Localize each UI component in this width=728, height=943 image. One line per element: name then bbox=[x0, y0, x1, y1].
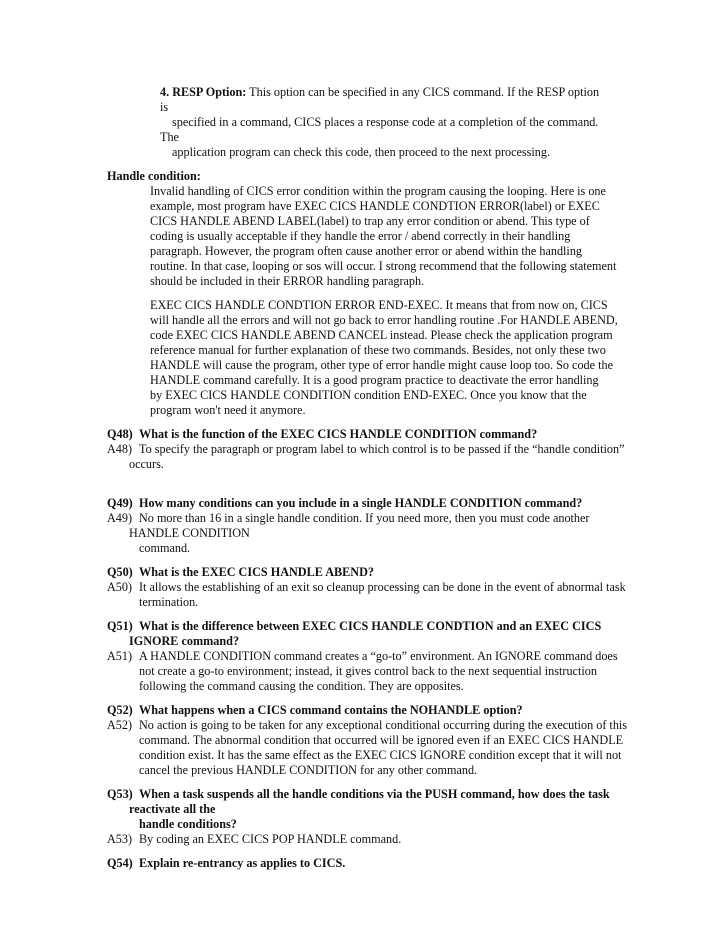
para2-line: reference manual for further explanation of these two commands. Besides, not only these two bbox=[150, 343, 606, 357]
resp-option-line-3: specified in a command, CICS places a response code at a completion of the command. bbox=[172, 115, 599, 129]
answer-51-label: A51) bbox=[107, 649, 133, 663]
para2-line: HANDLE will cause the program, other type of error handle might cause loop too. So code the bbox=[150, 358, 613, 372]
answer-52-label: A52) bbox=[107, 718, 133, 732]
para2-line: code EXEC CICS HANDLE ABEND CANCEL instead. Please check the application program bbox=[150, 328, 613, 342]
para1-line: coding is usually acceptable if they handle the error / abend correctly in their handling bbox=[150, 229, 571, 243]
question-50-text: What is the EXEC CICS HANDLE ABEND? bbox=[139, 565, 374, 579]
resp-option-line-1 bbox=[160, 85, 599, 100]
question-51-line-1: What is the difference between EXEC CICS HANDLE CONDTION and an EXEC CICS bbox=[139, 619, 602, 633]
answer-48-label: A48) bbox=[107, 442, 133, 456]
answer-50-line-2: termination. bbox=[139, 595, 199, 609]
para1-line: example, most program have EXEC CICS HANDLE CONDTION ERROR(label) or EXEC bbox=[150, 199, 600, 213]
answer-52-line-4: cancel the previous HANDLE CONDITION for any other command. bbox=[139, 763, 478, 777]
question-54-label: Q54) bbox=[107, 856, 133, 870]
answer-49-line-1: No more than 16 in a single handle condition. If you need more, then you must code another bbox=[139, 511, 590, 525]
question-50-label: Q50) bbox=[107, 565, 133, 579]
para1-line: paragraph. However, the program often cause another error or abend within the handling bbox=[150, 244, 583, 258]
para1-line: Invalid handling of CICS error condition within the program causing the looping. Here is one bbox=[150, 184, 606, 198]
question-49-text: How many conditions can you include in a single HANDLE CONDITION command? bbox=[139, 496, 583, 510]
question-53-line-3: handle conditions? bbox=[139, 817, 237, 831]
answer-53-line-1: By coding an EXEC CICS POP HANDLE command. bbox=[139, 832, 402, 846]
answer-52-line-3: condition exist. It has the same effect as the EXEC CICS IGNORE condition except that it will not bbox=[139, 748, 622, 762]
question-53-label: Q53) bbox=[107, 787, 133, 801]
para2-line: HANDLE command carefully. It is a good program practice to deactivate the error handling bbox=[150, 373, 599, 387]
answer-49-line-3: command. bbox=[139, 541, 191, 555]
answer-48-line-2: occurs. bbox=[129, 457, 164, 471]
answer-48-line-1: To specify the paragraph or program label to which control is to be passed if the “handle condition” bbox=[139, 442, 625, 456]
answer-51-line-1: A HANDLE CONDITION command creates a “go-to” environment. An IGNORE command does bbox=[139, 649, 618, 663]
answer-52-line-1: No action is going to be taken for any exceptional conditional occurring during the execution of this bbox=[139, 718, 628, 732]
answer-50-line-1: It allows the establishing of an exit so cleanup processing can be done in the event of abnormal task bbox=[139, 580, 626, 594]
resp-option-line-5: application program can check this code, then proceed to the next processing. bbox=[172, 145, 551, 159]
question-49-label: Q49) bbox=[107, 496, 133, 510]
resp-option-text: This option can be specified in any CICS command. If the RESP option bbox=[246, 85, 600, 99]
para2-line: will handle all the errors and will not go back to error handling routine .For HANDLE ABEND, bbox=[150, 313, 618, 327]
question-48-text: What is the function of the EXEC CICS HANDLE CONDITION command? bbox=[139, 427, 538, 441]
answer-50-label: A50) bbox=[107, 580, 133, 594]
para1-line: routine. In that case, looping or sos will occur. I strong recommend that the following statement bbox=[150, 259, 617, 273]
question-51-line-2: IGNORE command? bbox=[129, 634, 240, 648]
question-52-label: Q52) bbox=[107, 703, 133, 717]
resp-option-label: 4. RESP Option: bbox=[160, 85, 247, 99]
answer-51-line-2: not create a go-to environment; instead, it gives control back to the next sequential instruction bbox=[139, 664, 597, 678]
para1-line: should be included in their ERROR handling paragraph. bbox=[150, 274, 425, 288]
question-52-text: What happens when a CICS command contains the NOHANDLE option? bbox=[139, 703, 523, 717]
question-53-line-2: reactivate all the bbox=[129, 802, 216, 816]
para2-line: program won't need it anymore. bbox=[150, 403, 306, 417]
handle-condition-heading: Handle condition: bbox=[107, 169, 201, 183]
resp-option-line-4: The bbox=[160, 130, 179, 144]
answer-49-label: A49) bbox=[107, 511, 133, 525]
question-53-line-1: When a task suspends all the handle conditions via the PUSH command, how does the task bbox=[139, 787, 610, 801]
resp-option-line-2: is bbox=[160, 100, 169, 114]
answer-49-line-2: HANDLE CONDITION bbox=[129, 526, 250, 540]
answer-52-line-2: command. The abnormal condition that occurred will be ignored even if an EXEC CICS HANDLE bbox=[139, 733, 624, 747]
question-54-text: Explain re-entrancy as applies to CICS. bbox=[139, 856, 346, 870]
para1-line: CICS HANDLE ABEND LABEL(label) to trap any error condition or abend. This type of bbox=[150, 214, 590, 228]
question-48-label: Q48) bbox=[107, 427, 133, 441]
question-51-label: Q51) bbox=[107, 619, 133, 633]
para2-line: EXEC CICS HANDLE CONDTION ERROR END-EXEC. It means that from now on, CICS bbox=[150, 298, 608, 312]
para2-line: by EXEC CICS HANDLE CONDITION condition END-EXEC. Once you know that the bbox=[150, 388, 587, 402]
answer-53-label: A53) bbox=[107, 832, 133, 846]
answer-51-line-3: following the command causing the condition. They are opposites. bbox=[139, 679, 464, 693]
